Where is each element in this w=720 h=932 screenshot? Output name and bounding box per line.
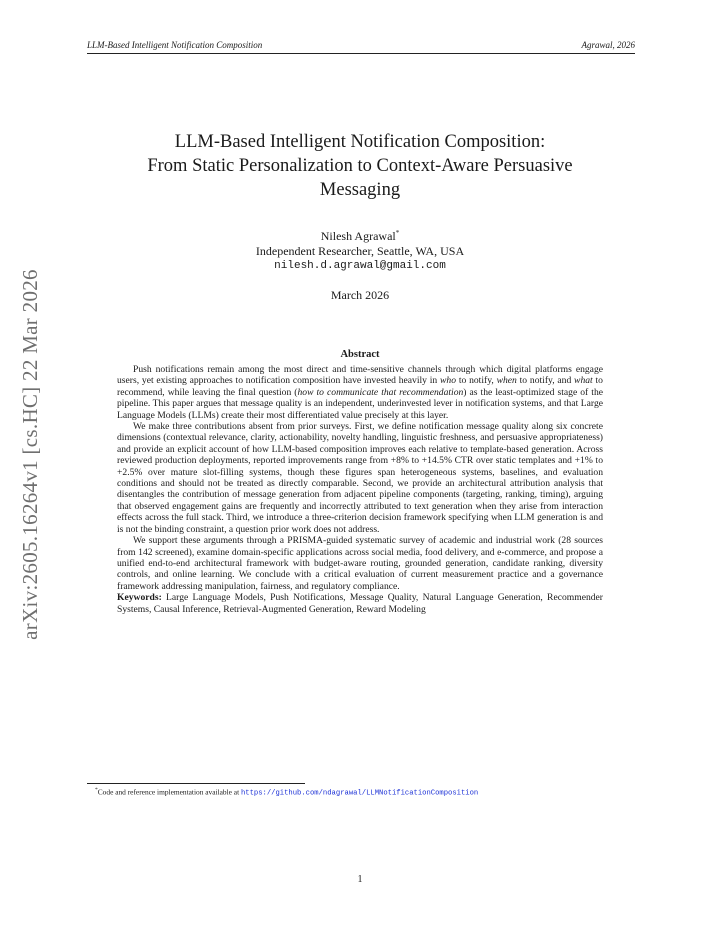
title-line: Messaging xyxy=(319,180,401,200)
footnote-rule xyxy=(87,783,305,784)
arxiv-identifier: arXiv:2605.16264v1 [cs.HC] 22 Mar 2026 xyxy=(17,268,42,640)
running-header xyxy=(87,40,635,54)
author-affiliation: Independent Researcher, Seattle, WA, USA xyxy=(255,244,465,258)
header-title: LLM-Based Intelligent Notification Composition xyxy=(87,40,263,50)
author-block xyxy=(110,226,610,274)
page-number: 1 xyxy=(357,874,363,885)
footnote xyxy=(95,787,478,797)
abstract-paragraph-1 xyxy=(117,364,603,421)
author-footnote-mark: * xyxy=(395,229,400,237)
header-author: Agrawal, 2026 xyxy=(581,40,635,50)
emphasis-when: when xyxy=(496,375,517,387)
paper-title xyxy=(110,130,610,202)
abstract-body xyxy=(117,364,603,615)
keywords-list: Large Language Models, Push Notifications, Message Quality, Natural Language Generation, Recommender Systems, Causal Inference, Retrieval-Augmented Generation, Reward Modeling xyxy=(117,592,603,615)
keywords xyxy=(117,592,603,615)
abstract-text: to notify, and xyxy=(516,375,575,387)
emphasis-who: who xyxy=(440,375,457,387)
author-name-line xyxy=(110,226,610,244)
abstract-text: ) as the least-optimized stage of the pipeline. This paper argues that message quality is an independent, underinvested lever in notification systems, and that Large Language Models (LLMs) create their most differentiated value precisely at this layer. xyxy=(117,386,603,421)
emphasis-what: what xyxy=(574,375,593,387)
abstract-text: Push notifications remain among the most direct and time-sensitive channels through which digital platforms engage users, yet existing approaches to notification composition have invested heavily in xyxy=(117,364,603,387)
author-email[interactable]: nilesh.d.agrawal@gmail.com xyxy=(274,260,446,272)
footnote-mark: * xyxy=(95,787,98,793)
title-line: LLM-Based Intelligent Notification Composition: xyxy=(174,132,546,152)
abstract-text: to recommend, while leaving the final question ( xyxy=(117,375,603,398)
code-repository-link[interactable]: https://github.com/ndagrawal/LLMNotificationComposition xyxy=(240,789,479,798)
abstract-paragraph-2: We make three contributions absent from prior surveys. First, we define notification message quality along six concrete dimensions (contextual relevance, clarity, actionability, novelty handling, linguistic freshness, and persuasive appropriateness) and provide an explicit account of how LLM-based composition improves each relative to template-based generation. Across reviewed production deployments, reported improvements range from +8% to +14.5% CTR over static templates and +1% to +2.5% over mature slot-filling systems, though these figures span heterogeneous systems, baselines, and evaluation conditions and should not be treated as directly comparable. Second, we provide an architectural attribution analysis that disentangles the contribution of message generation from adjacent pipeline components (targeting, ranking, timing), arguing that observed engagement gains are frequently and incorrectly attributed to text generation when they arise from interaction effects across the full stack. Third, we introduce a three-criterion decision framework specifying when LLM generation is and is not the binding constraint, a question prior work does not address. xyxy=(117,421,603,535)
arxiv-side-stamp xyxy=(9,258,51,650)
emphasis-how: how to communicate that recommendation xyxy=(297,386,464,398)
footnote-text: Code and reference implementation available at xyxy=(97,787,241,797)
title-line: From Static Personalization to Context-Aware Persuasive xyxy=(147,156,573,176)
paper-date: March 2026 xyxy=(330,288,390,302)
abstract-text: to notify, xyxy=(456,375,497,387)
author-name: Nilesh Agrawal xyxy=(320,229,396,243)
keywords-label: Keywords: xyxy=(117,592,162,604)
abstract-paragraph-3: We support these arguments through a PRISMA-guided systematic survey of academic and industrial work (28 sources from 142 screened), examine domain-specific applications across social media, food delivery, and e-commerce, and propose a unified end-to-end architectural framework with budget-aware routing, grounded generation, candidate ranking, diversity controls, and online learning. We conclude with a critical evaluation of current measurement practice and a governance framework addressing manipulation, fairness, and regulatory compliance. xyxy=(117,535,603,592)
abstract-heading: Abstract xyxy=(340,349,380,360)
